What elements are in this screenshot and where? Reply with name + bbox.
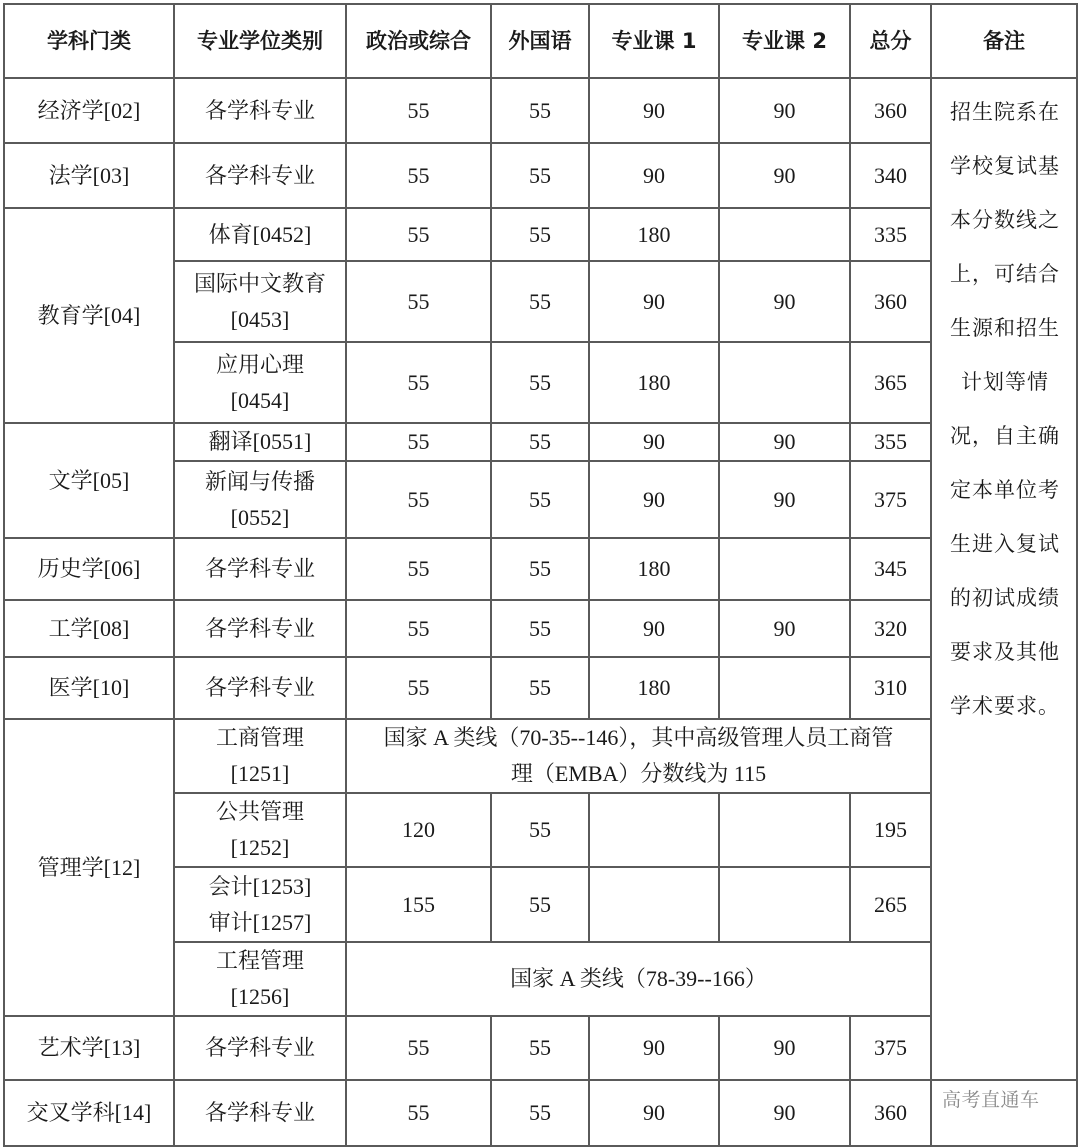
politics-cell: 55: [346, 1016, 491, 1080]
category-cell: 交叉学科[14]: [4, 1080, 174, 1146]
course2-cell: 90: [719, 423, 850, 461]
total-cell: 360: [850, 261, 931, 342]
degree-type-cell: 各学科专业: [174, 143, 346, 208]
degree-type-cell: [174, 942, 346, 1016]
foreign-language-cell: 55: [491, 78, 589, 143]
degree-type-code: [0552]: [230, 504, 290, 530]
foreign-language-cell: 55: [491, 600, 589, 657]
table-row: [4, 657, 1077, 719]
degree-type-cell: 体育[0452]: [174, 208, 346, 261]
table-row: [4, 719, 1077, 793]
course2-cell: 90: [719, 261, 850, 342]
total-cell: 360: [850, 1080, 931, 1146]
total-cell: 365: [850, 342, 931, 423]
total-cell: 355: [850, 423, 931, 461]
course1-cell: 90: [589, 78, 719, 143]
foreign-language-cell: 55: [491, 1016, 589, 1080]
course1-cell: 180: [589, 657, 719, 719]
header-degree-type: 专业学位类别: [174, 4, 346, 78]
total-cell: 360: [850, 78, 931, 143]
degree-type-cell: 各学科专业: [174, 1016, 346, 1080]
politics-cell: 55: [346, 423, 491, 461]
note-line: 生进入复试: [950, 532, 1060, 556]
degree-type-line: 审计[1257]: [208, 909, 312, 935]
degree-type-line: 新闻与传播: [204, 468, 315, 494]
category-cell: 工学[08]: [4, 600, 174, 657]
course2-cell: 90: [719, 600, 850, 657]
table-row: [4, 143, 1077, 208]
category-cell: 经济学[02]: [4, 78, 174, 143]
course2-cell: 90: [719, 461, 850, 538]
note-line: 要求及其他: [950, 640, 1060, 664]
foreign-language-cell: 55: [491, 423, 589, 461]
header-course2: 专业课 2: [719, 4, 850, 78]
note-cell: [931, 78, 1077, 1080]
category-cell: 管理学[12]: [4, 719, 174, 1016]
course2-cell: 90: [719, 78, 850, 143]
course2-cell: [719, 867, 850, 942]
course1-cell: 180: [589, 342, 719, 423]
course1-cell: 90: [589, 423, 719, 461]
header-note: 备注: [931, 4, 1077, 78]
politics-cell: 55: [346, 657, 491, 719]
note-line: 上，可结合: [950, 262, 1060, 286]
course1-cell: [589, 867, 719, 942]
politics-cell: 55: [346, 143, 491, 208]
politics-cell: 120: [346, 793, 491, 867]
total-cell: 335: [850, 208, 931, 261]
table-row: [4, 1080, 1077, 1146]
politics-cell: 55: [346, 261, 491, 342]
degree-type-code: [1252]: [230, 835, 290, 860]
degree-type-code: [0454]: [230, 387, 290, 413]
watermark: 高考直通车: [942, 1089, 1040, 1111]
course2-cell: [719, 208, 850, 261]
politics-cell: 55: [346, 538, 491, 600]
degree-type-cell: 各学科专业: [174, 600, 346, 657]
course1-cell: 90: [589, 143, 719, 208]
degree-type-cell: [174, 461, 346, 538]
table-row: [4, 1016, 1077, 1080]
course2-cell: [719, 657, 850, 719]
degree-type-cell: 各学科专业: [174, 657, 346, 719]
degree-type-cell: [174, 261, 346, 342]
merged-score-note: 国家 A 类线（78-39--166）: [346, 942, 931, 1016]
course1-cell: [589, 793, 719, 867]
merged-line: 国家 A 类线（70-35--146），其中高级管理人员工商管: [383, 725, 894, 750]
course2-cell: 90: [719, 143, 850, 208]
note-line: 学校复试基: [950, 154, 1060, 178]
note-line: 本分数线之: [950, 208, 1060, 232]
foreign-language-cell: 55: [491, 657, 589, 719]
degree-type-code: [1251]: [230, 761, 290, 786]
note-line: 计划等情: [961, 370, 1049, 394]
degree-type-cell: [174, 342, 346, 423]
degree-type-cell: 各学科专业: [174, 538, 346, 600]
foreign-language-cell: 55: [491, 1080, 589, 1146]
header-row: [4, 4, 1077, 78]
degree-type-code: [0453]: [230, 306, 290, 332]
course1-cell: 90: [589, 1016, 719, 1080]
total-cell: 375: [850, 461, 931, 538]
course1-cell: 90: [589, 461, 719, 538]
foreign-language-cell: 55: [491, 867, 589, 942]
degree-type-cell: 翻译[0551]: [174, 423, 346, 461]
course1-cell: 90: [589, 1080, 719, 1146]
degree-type-cell: [174, 793, 346, 867]
header-politics: 政治或综合: [346, 4, 491, 78]
note-line: 况，自主确: [950, 424, 1060, 448]
merged-line: 理（EMBA）分数线为 115: [510, 761, 767, 786]
degree-type-cell: 各学科专业: [174, 1080, 346, 1146]
total-cell: 345: [850, 538, 931, 600]
category-cell: 教育学[04]: [4, 208, 174, 423]
course1-cell: 180: [589, 538, 719, 600]
total-cell: 375: [850, 1016, 931, 1080]
header-foreign-language: 外国语: [491, 4, 589, 78]
course1-cell: 180: [589, 208, 719, 261]
foreign-language-cell: 55: [491, 208, 589, 261]
total-cell: 310: [850, 657, 931, 719]
foreign-language-cell: 55: [491, 342, 589, 423]
header-total: 总分: [850, 4, 931, 78]
merged-score-note: [346, 719, 931, 793]
course2-cell: [719, 342, 850, 423]
category-cell: 法学[03]: [4, 143, 174, 208]
header-course1: 专业课 1: [589, 4, 719, 78]
degree-type-cell: [174, 867, 346, 942]
category-cell: 医学[10]: [4, 657, 174, 719]
header-category: 学科门类: [4, 4, 174, 78]
category-cell: 文学[05]: [4, 423, 174, 538]
degree-type-line: 应用心理: [215, 351, 304, 377]
table-row: [4, 538, 1077, 600]
course1-cell: 90: [589, 261, 719, 342]
foreign-language-cell: 55: [491, 793, 589, 867]
foreign-language-cell: 55: [491, 461, 589, 538]
politics-cell: 55: [346, 461, 491, 538]
foreign-language-cell: 55: [491, 261, 589, 342]
note-line: 招生院系在: [950, 100, 1060, 124]
total-cell: 195: [850, 793, 931, 867]
course2-cell: [719, 538, 850, 600]
politics-cell: 155: [346, 867, 491, 942]
table-row: [4, 208, 1077, 261]
category-cell: 艺术学[13]: [4, 1016, 174, 1080]
politics-cell: 55: [346, 78, 491, 143]
note-line: 学术要求。: [950, 694, 1060, 718]
total-cell: 340: [850, 143, 931, 208]
score-table: [3, 3, 1078, 1147]
politics-cell: 55: [346, 342, 491, 423]
course2-cell: [719, 793, 850, 867]
table-row: [4, 600, 1077, 657]
degree-type-cell: [174, 719, 346, 793]
politics-cell: 55: [346, 208, 491, 261]
degree-type-line: 国际中文教育: [193, 270, 326, 296]
degree-type-line: 工程管理: [215, 948, 304, 973]
degree-type-line: 会计[1253]: [208, 873, 312, 899]
degree-type-cell: 各学科专业: [174, 78, 346, 143]
degree-type-line: 工商管理: [215, 725, 304, 750]
degree-type-code: [1256]: [230, 984, 290, 1009]
table-row: [4, 423, 1077, 461]
category-cell: 历史学[06]: [4, 538, 174, 600]
note-line: 定本单位考: [950, 478, 1060, 502]
foreign-language-cell: 55: [491, 143, 589, 208]
note-line: 生源和招生: [950, 316, 1060, 340]
course2-cell: 90: [719, 1016, 850, 1080]
course2-cell: 90: [719, 1080, 850, 1146]
table-row: [4, 78, 1077, 143]
foreign-language-cell: 55: [491, 538, 589, 600]
politics-cell: 55: [346, 600, 491, 657]
politics-cell: 55: [346, 1080, 491, 1146]
degree-type-line: 公共管理: [215, 799, 304, 824]
course1-cell: 90: [589, 600, 719, 657]
total-cell: 265: [850, 867, 931, 942]
note-line: 的初试成绩: [950, 586, 1060, 610]
total-cell: 320: [850, 600, 931, 657]
